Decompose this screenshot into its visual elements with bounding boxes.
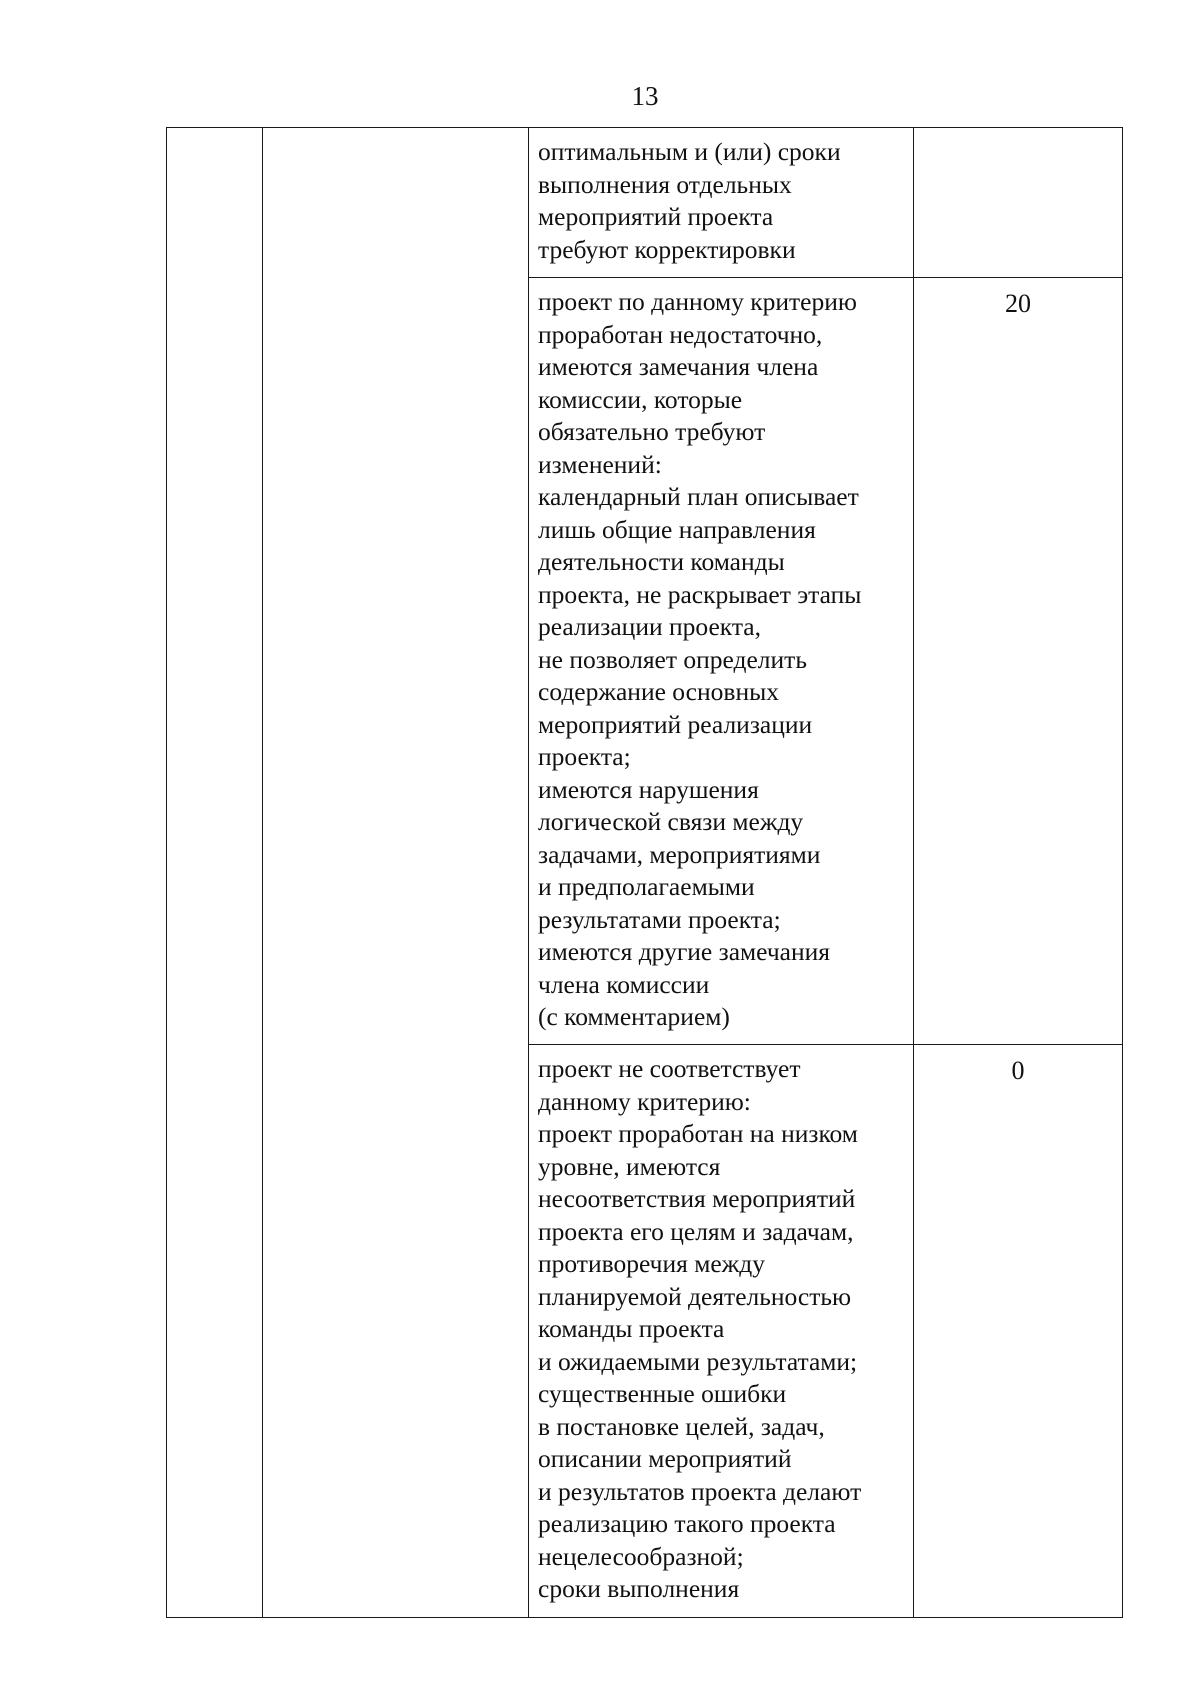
page-number: 13 <box>631 81 659 111</box>
description-cell <box>529 1045 914 1618</box>
score-value: 0 <box>1011 1056 1025 1085</box>
table-row <box>167 128 1123 278</box>
score-cell <box>914 278 1123 1045</box>
description-cell <box>529 278 914 1045</box>
score-cell <box>914 1045 1123 1618</box>
score-value <box>914 128 1122 138</box>
score-cell <box>914 128 1123 278</box>
score-value: 20 <box>1005 289 1031 318</box>
criterion-description: проект не соответствует данному критерию: проект проработан на низком уровне, имеются несоответствия мероприятий проекта его целям и задачам, противоречия между планируемой деятельностью команды проекта и ожидаемыми результатами; существенные ошибки в постановке целей, задач, описании мероприятий и результатов проекта делают реализацию такого проекта нецелесообразной; сроки выполнения <box>538 1054 862 1603</box>
criterion-description: оптимальным и (или) сроки выполнения отдельных мероприятий проекта требуют корректировки <box>538 137 841 264</box>
description-cell <box>529 128 914 278</box>
number-cell <box>167 128 263 1618</box>
criterion-description: проект по данному критерию проработан недостаточно, имеются замечания члена комиссии, которые обязательно требуют изменений: календарный план описывает лишь общие направления деятельности команды проекта, не раскрывает этапы реализации проекта, не позволяет определить содержание основных мероприятий реализации проекта; имеются нарушения логической связи между задачами, мероприятиями и предполагаемыми результатами проекта; имеются другие замечания члена комиссии (с комментарием) <box>538 287 862 1031</box>
criterion-name-cell <box>263 128 529 1618</box>
criteria-table <box>166 127 1123 1618</box>
